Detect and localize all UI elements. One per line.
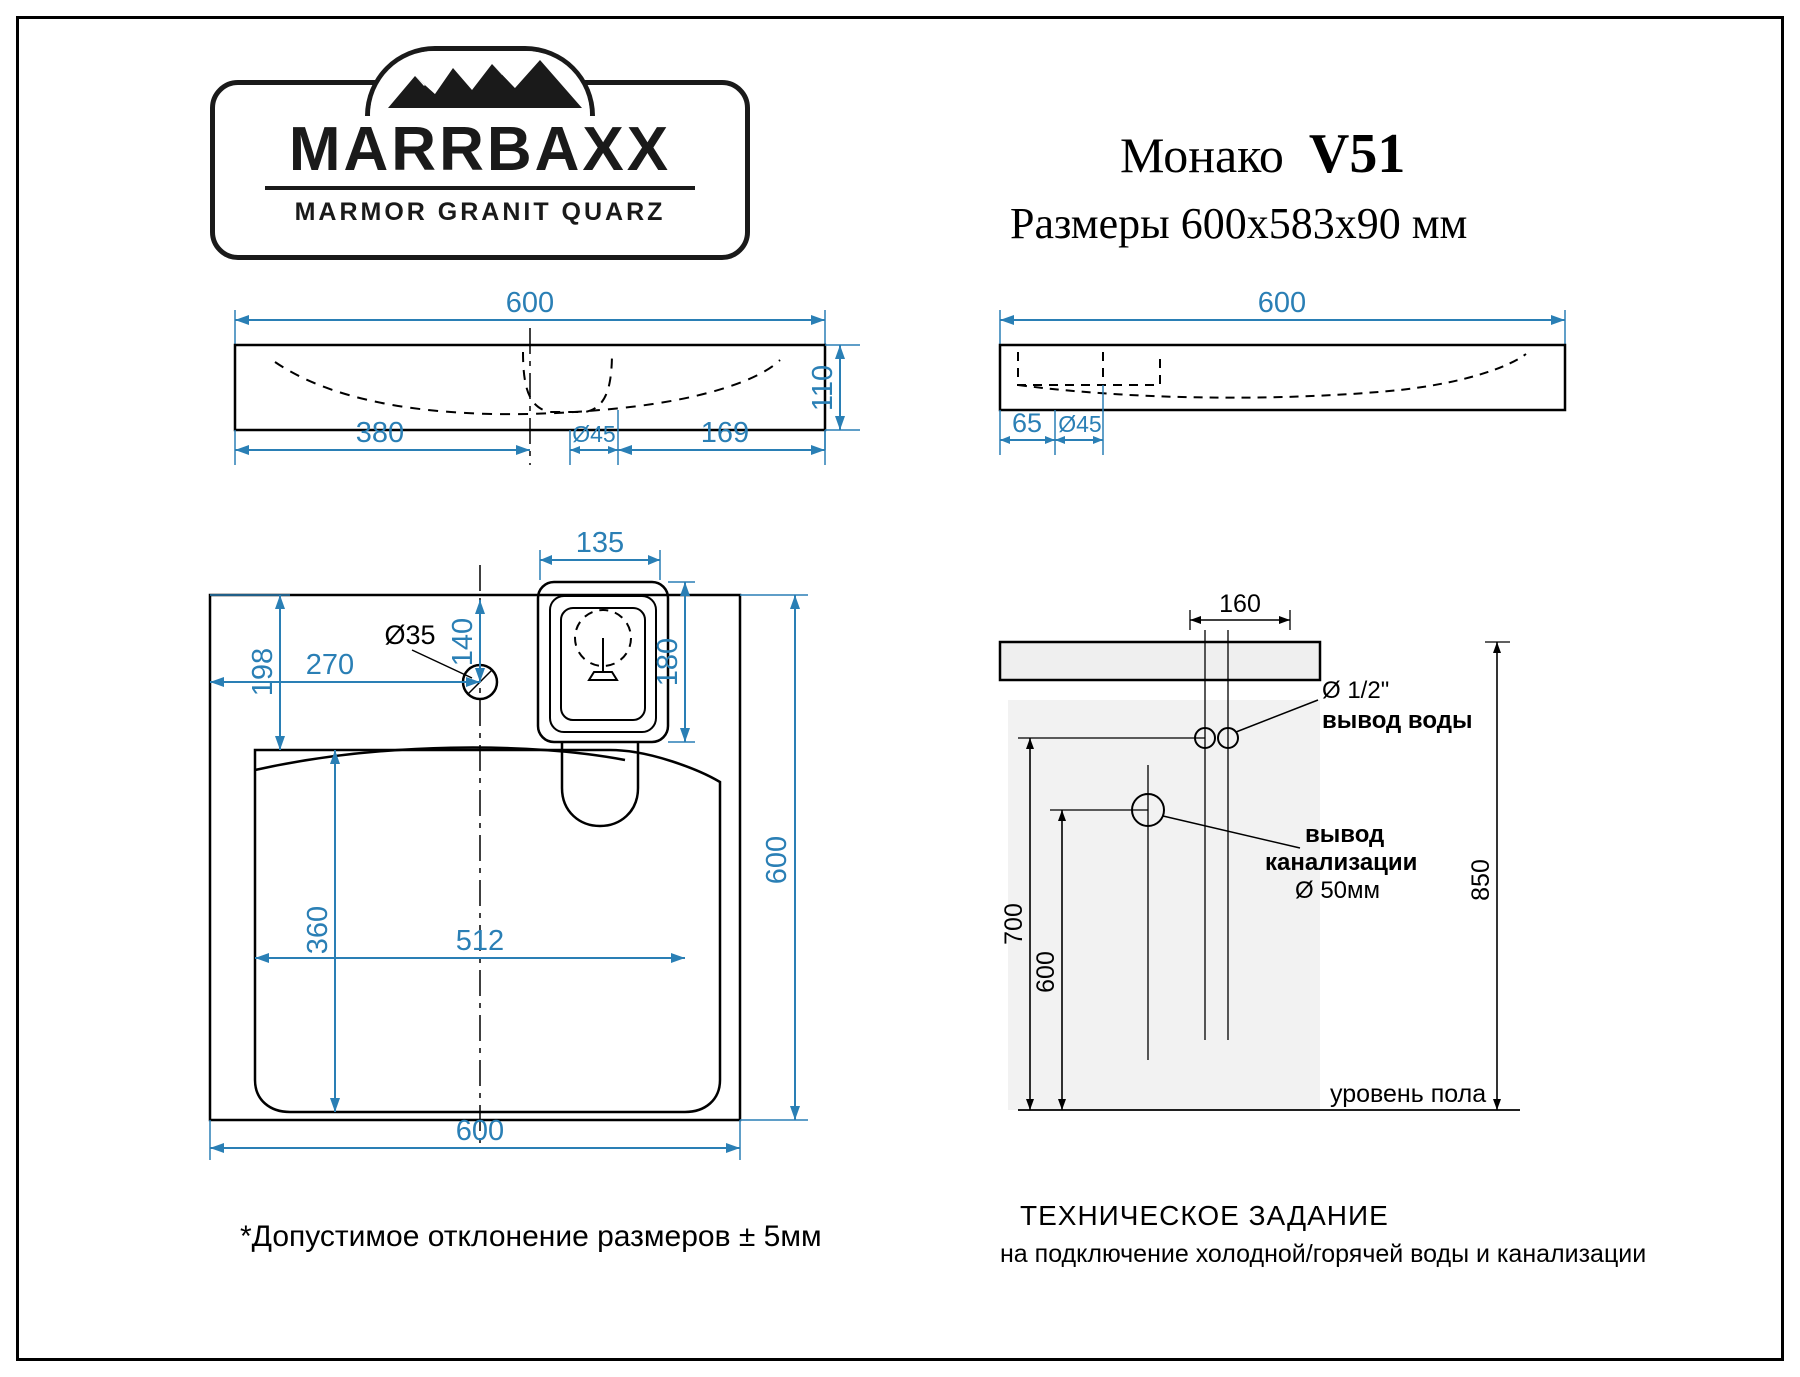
svg-text:270: 270 — [305, 649, 355, 681]
logo-tagline: MARMOR GRANIT QUARZ — [294, 198, 666, 226]
svg-text:160: 160 — [1219, 590, 1261, 618]
model-code: V51 — [1308, 123, 1406, 185]
svg-text:850: 850 — [1467, 859, 1495, 901]
svg-text:198: 198 — [247, 647, 279, 697]
spec-subtitle: на подключение холодной/горячей воды и канализации — [1000, 1240, 1647, 1268]
svg-text:600: 600 — [1032, 951, 1060, 993]
svg-text:110: 110 — [807, 364, 839, 412]
svg-text:600: 600 — [455, 1115, 505, 1147]
top-plan-view — [180, 520, 960, 1200]
brand-logo — [210, 80, 750, 260]
svg-text:140: 140 — [447, 617, 479, 667]
svg-text:Ø35: Ø35 — [384, 620, 436, 650]
svg-text:512: 512 — [455, 925, 505, 957]
svg-text:Ø 50мм: Ø 50мм — [1295, 877, 1381, 904]
svg-text:135: 135 — [575, 527, 625, 559]
svg-text:600: 600 — [1257, 287, 1307, 319]
svg-text:180: 180 — [652, 637, 684, 687]
svg-text:Ø45: Ø45 — [572, 421, 616, 447]
spec-title: ТЕХНИЧЕСКОЕ ЗАДАНИЕ — [1020, 1200, 1389, 1231]
svg-text:700: 700 — [1000, 903, 1028, 945]
svg-text:вывод воды: вывод воды — [1322, 707, 1473, 734]
svg-text:380: 380 — [355, 417, 405, 449]
page-title — [1120, 122, 1405, 186]
front-elevation-view — [180, 287, 940, 500]
logo-divider — [210, 80, 750, 260]
svg-text:65: 65 — [1011, 408, 1043, 438]
logo-wordmark: MARRBAXX — [288, 115, 672, 184]
svg-text:Ø45: Ø45 — [1058, 411, 1102, 437]
svg-text:Ø 1/2": Ø 1/2" — [1322, 677, 1390, 704]
installation-scheme-view — [1000, 580, 1640, 1180]
svg-text:канализации: канализации — [1265, 849, 1418, 876]
dimensions-label: Размеры 600x583x90 мм — [1010, 199, 1468, 248]
svg-text:вывод: вывод — [1305, 821, 1385, 848]
svg-text:169: 169 — [700, 417, 750, 449]
side-elevation-view — [970, 287, 1590, 480]
tolerance-note: *Допустимое отклонение размеров ± 5мм — [240, 1220, 822, 1253]
svg-text:600: 600 — [505, 287, 555, 319]
svg-text:360: 360 — [302, 905, 334, 955]
svg-text:уровень пола: уровень пола — [1330, 1080, 1487, 1108]
model-name: Монако — [1120, 127, 1284, 183]
svg-text:600: 600 — [761, 835, 793, 885]
